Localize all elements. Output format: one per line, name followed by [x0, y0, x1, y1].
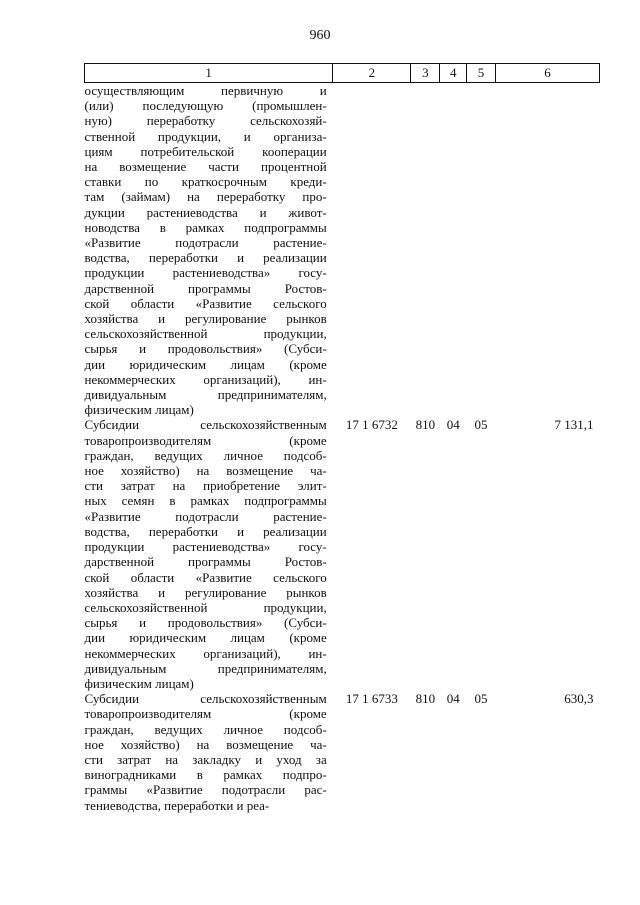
description-line: циям потребительской кооперации: [84, 143, 327, 159]
row-col4: 04: [446, 417, 460, 433]
description-line: виноградниками в рамках подпро-: [84, 767, 327, 783]
description-line: дукции растениеводства и живот-: [84, 204, 327, 220]
description-line: физическим лицам): [84, 402, 194, 418]
description-line: новодства в рамках подпрограммы: [84, 219, 327, 235]
table-row: [85, 83, 600, 418]
table-body: [85, 83, 600, 813]
row-col4: [440, 83, 467, 418]
row-description: [85, 417, 333, 691]
header-row: [85, 64, 600, 83]
row-col3: 810: [415, 417, 436, 433]
description-line: «Развитие подотрасли растение-: [84, 235, 327, 251]
description-line: водства, переработки и реализации: [84, 250, 327, 266]
row-code: [333, 83, 411, 418]
description-line: ных семян в рамках подпрограммы: [84, 493, 327, 509]
description-line: дивидуальным предпринимателям,: [84, 387, 327, 403]
description-line: сти затрат на приобретение элит-: [84, 478, 327, 494]
header-cell-5: 5: [467, 64, 496, 83]
description-line: продукции растениеводства» госу-: [84, 265, 327, 281]
description-line: ную) переработку сельскохозяй-: [84, 113, 327, 129]
description-line: граммы «Развитие подотрасли рас-: [84, 782, 327, 798]
description-line: некоммерческих организаций), ин-: [84, 645, 327, 661]
description-line: граждан, ведущих личное подсоб-: [84, 447, 327, 463]
header-cell-3: 3: [411, 64, 440, 83]
description-line: там (займам) на переработку про-: [84, 189, 327, 205]
description-line: дии юридическим лицам (кроме: [84, 356, 327, 372]
row-amount: 7 131,1: [554, 417, 594, 433]
description-line: хозяйства и регулирование рынков: [84, 311, 327, 327]
description-line: сельскохозяйственной продукции,: [84, 326, 327, 342]
description-line: хозяйства и регулирование рынков: [84, 584, 327, 600]
description-line: ное хозяйство) на возмещение ча-: [84, 736, 327, 752]
row-col3: 810: [415, 691, 436, 707]
table-row: [85, 417, 600, 691]
description-line: дарственной программы Ростов-: [84, 554, 327, 570]
row-col5: [467, 83, 496, 418]
row-col5: 05: [474, 417, 488, 433]
description-line: на возмещение части процентной: [84, 159, 327, 175]
description-line: водства, переработки и реализации: [84, 523, 327, 539]
description-line: ное хозяйство) на возмещение ча-: [84, 463, 327, 479]
description-line: дии юридическим лицам (кроме: [84, 630, 327, 646]
description-line: дивидуальным предпринимателям,: [84, 660, 327, 676]
description-line: осуществляющим первичную и: [84, 83, 327, 98]
description-line: ственной продукции, и организа-: [84, 128, 327, 144]
description-line: (или) последующую (промышлен-: [84, 98, 327, 114]
description-line: Субсидии сельскохозяйственным: [84, 691, 327, 707]
description-line: товаропроизводителям (кроме: [84, 706, 327, 722]
description-line: граждан, ведущих личное подсоб-: [84, 721, 327, 737]
header-cell-2: 2: [333, 64, 411, 83]
description-line: сырья и продовольствия» (Субси-: [84, 341, 327, 357]
row-amount: [495, 83, 599, 418]
description-line: Субсидии сельскохозяйственным: [84, 417, 327, 433]
description-line: сти затрат на закладку и уход за: [84, 751, 327, 767]
description-line: ской области «Развитие сельского: [84, 295, 327, 311]
budget-table: [84, 63, 600, 813]
description-line: «Развитие подотрасли растение-: [84, 508, 327, 524]
row-description: [85, 83, 333, 418]
description-line: продукции растениеводства» госу-: [84, 539, 327, 555]
description-line: сырья и продовольствия» (Субси-: [84, 615, 327, 631]
header-cell-4: 4: [440, 64, 467, 83]
description-line: тениеводства, переработки и реа-: [84, 797, 270, 813]
row-code: 17 1 6733: [345, 691, 398, 707]
description-line: некоммерческих организаций), ин-: [84, 371, 327, 387]
description-line: ской области «Развитие сельского: [84, 569, 327, 585]
row-description: [85, 691, 333, 813]
description-line: товаропроизводителям (кроме: [84, 432, 327, 448]
row-col3: [411, 83, 440, 418]
row-code: 17 1 6732: [345, 417, 398, 433]
table-row: [85, 691, 600, 813]
row-amount: 630,3: [564, 691, 594, 707]
row-col5: 05: [474, 691, 488, 707]
description-line: ставки по краткосрочным креди-: [84, 174, 327, 190]
table-header: [85, 64, 600, 83]
header-cell-6: 6: [495, 64, 599, 83]
description-line: физическим лицам): [84, 675, 194, 691]
header-cell-1: 1: [85, 64, 333, 83]
page-number: 960: [309, 28, 331, 43]
description-line: дарственной программы Ростов-: [84, 280, 327, 296]
description-line: сельскохозяйственной продукции,: [84, 599, 327, 615]
row-col4: 04: [446, 691, 460, 707]
